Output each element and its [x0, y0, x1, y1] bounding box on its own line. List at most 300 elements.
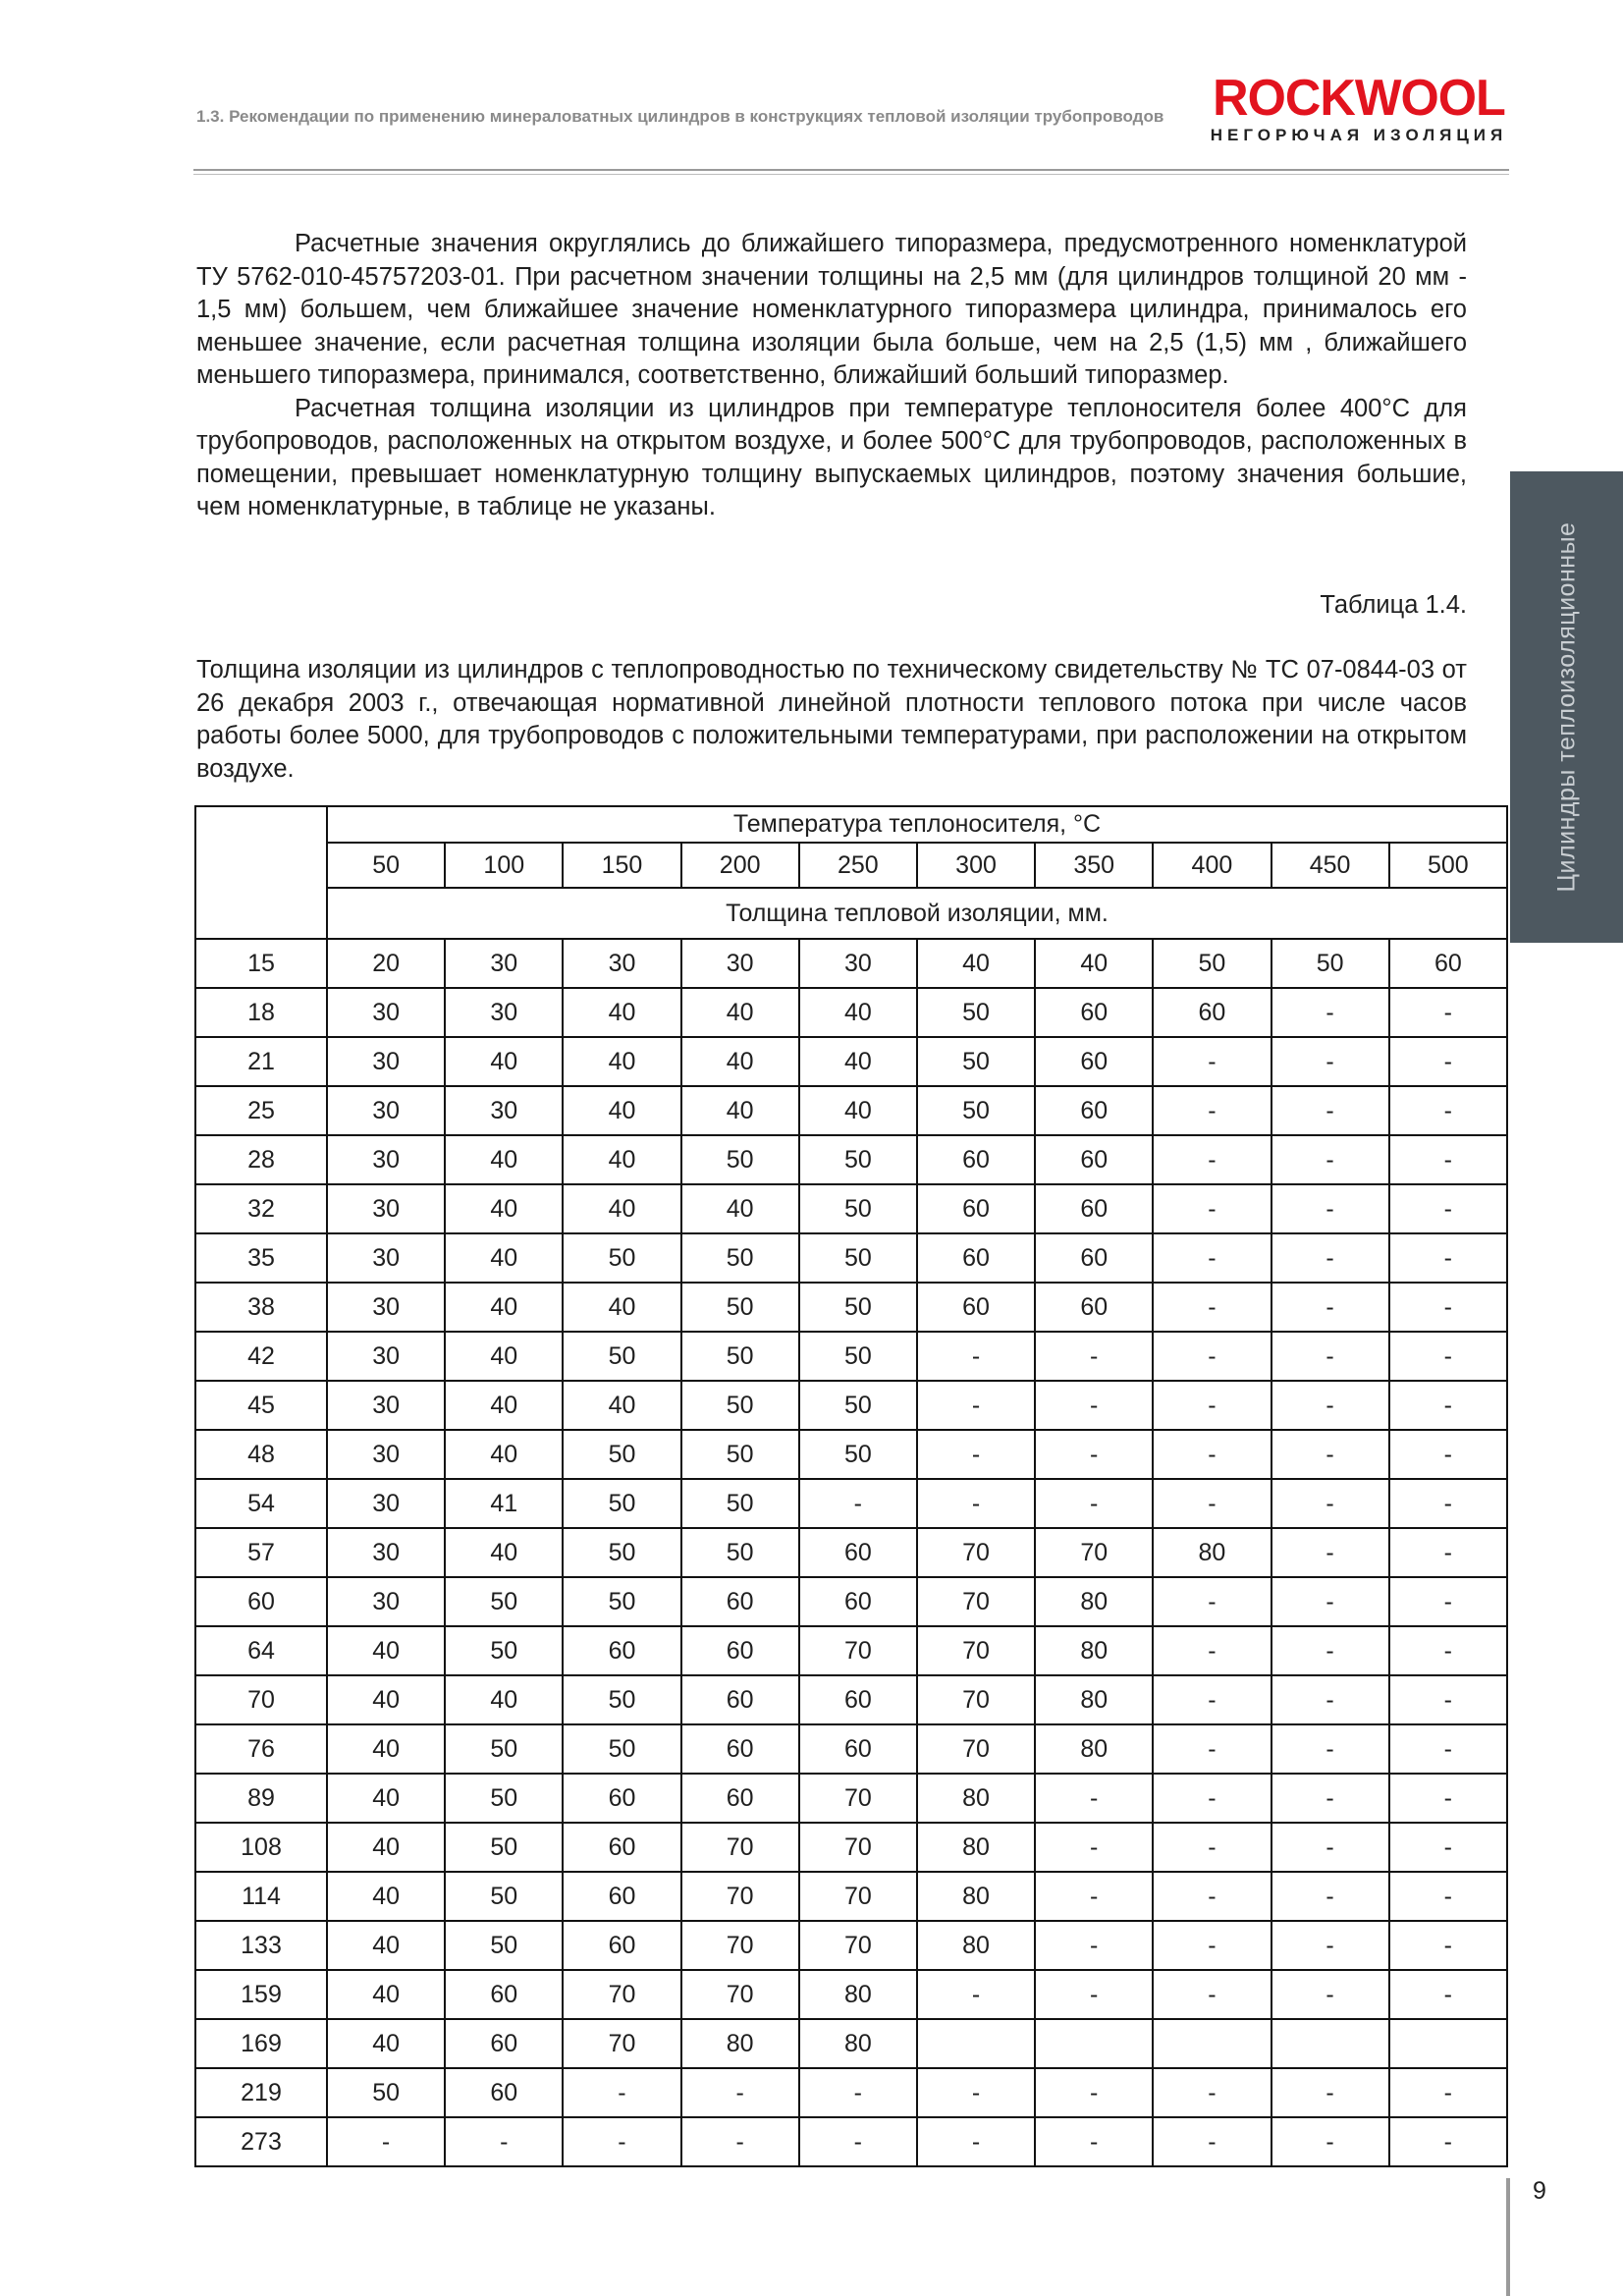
- thickness-cell: -: [1389, 1135, 1507, 1184]
- thickness-cell: -: [1035, 1479, 1153, 1528]
- thickness-cell: -: [1271, 1872, 1389, 1921]
- thickness-cell: -: [1153, 1381, 1271, 1430]
- pipe-diameter-cell: 42: [195, 1332, 327, 1381]
- table-row: [195, 2068, 1507, 2117]
- table-row: [195, 1823, 1507, 1872]
- thickness-cell: 70: [681, 1921, 799, 1970]
- temperature-col-header: 500: [1389, 843, 1507, 888]
- temperature-col-header: 400: [1153, 843, 1271, 888]
- thickness-cell: 60: [1035, 1184, 1153, 1233]
- paragraph-1: Расчетные значения округлялись до ближайшего типоразмера, предусмотренного номенклатурой ТУ 5762-010-45757203-01. При расчетном значении толщины на 2,5 мм (для цилиндров толщиной 20 мм - 1,5 мм) большем, чем ближайшее значение номенклатурного типоразмера цилиндра, принималось его меньшее значение, если расчетная толщина изоляции была больше, чем на 2,5 (1,5) мм , ближайшего меньшего типоразмера, принимался, соответственно, ближайший больший типоразмер.: [196, 230, 1467, 389]
- thickness-cell: 50: [563, 1724, 680, 1774]
- thickness-cell: -: [1271, 1626, 1389, 1675]
- thickness-cell: 40: [327, 1626, 445, 1675]
- thickness-cell: 60: [799, 1528, 917, 1577]
- table-row: [195, 1184, 1507, 1233]
- thickness-cell: 50: [917, 1037, 1035, 1086]
- thickness-cell: 60: [1035, 1037, 1153, 1086]
- thickness-cell: -: [1153, 1774, 1271, 1823]
- thickness-cell: 40: [445, 1135, 563, 1184]
- temperature-col-header: 150: [563, 843, 680, 888]
- table-row: [195, 1774, 1507, 1823]
- thickness-cell: 60: [681, 1774, 799, 1823]
- thickness-cell: 40: [445, 1675, 563, 1724]
- thickness-cell: 40: [327, 1970, 445, 2019]
- thickness-cell: -: [1389, 1479, 1507, 1528]
- pipe-diameter-cell: 219: [195, 2068, 327, 2117]
- thickness-cell: 50: [563, 1233, 680, 1283]
- thickness-cell: -: [1389, 1872, 1507, 1921]
- thickness-cell: 50: [681, 1332, 799, 1381]
- thickness-cell: -: [1153, 1872, 1271, 1921]
- thickness-cell: -: [1389, 1184, 1507, 1233]
- thickness-cell: 50: [563, 1528, 680, 1577]
- pipe-diameter-cell: 15: [195, 939, 327, 988]
- thickness-cell: 50: [681, 1430, 799, 1479]
- thickness-cell: 60: [1035, 1283, 1153, 1332]
- thickness-cell: -: [1389, 1381, 1507, 1430]
- temperature-col-header: 100: [445, 843, 563, 888]
- thickness-cell: 50: [681, 1283, 799, 1332]
- thickness-cell: -: [1153, 1479, 1271, 1528]
- thickness-cell: -: [1271, 2117, 1389, 2166]
- thickness-cell: 30: [327, 1381, 445, 1430]
- thickness-cell: -: [1389, 1774, 1507, 1823]
- thickness-cell: 60: [445, 2019, 563, 2068]
- thickness-cell: -: [327, 2117, 445, 2166]
- table-row: [195, 1233, 1507, 1283]
- paragraph-2: Расчетная толщина изоляции из цилиндров при температуре теплоносителя более 400°С для трубопроводов, расположенных на открытом воздухе, и более 500°С для трубопроводов, расположенных в помещении, превышает номенклатурную толщину выпускаемых цилиндров, поэтому значения большие, чем номенклатурные, в таблице не указаны.: [196, 394, 1467, 520]
- thickness-cell: -: [1035, 1823, 1153, 1872]
- thickness-cell: -: [1389, 1921, 1507, 1970]
- thickness-cell: 40: [327, 1921, 445, 1970]
- thickness-cell: -: [1389, 2117, 1507, 2166]
- thickness-cell: 40: [445, 1037, 563, 1086]
- table-row: [195, 2019, 1507, 2068]
- thickness-header: Толщина тепловой изоляции, мм.: [327, 888, 1507, 939]
- thickness-table: [194, 805, 1508, 2167]
- thickness-cell: 40: [327, 1724, 445, 1774]
- page-number: 9: [1533, 2177, 1546, 2205]
- pipe-diameter-cell: 76: [195, 1724, 327, 1774]
- thickness-cell: 50: [799, 1135, 917, 1184]
- table-number: Таблица 1.4.: [1320, 591, 1467, 619]
- thickness-cell: 60: [681, 1724, 799, 1774]
- table-row: [195, 1381, 1507, 1430]
- thickness-cell: -: [1153, 1430, 1271, 1479]
- thickness-cell: -: [1153, 1577, 1271, 1626]
- side-tab-label: Цилиндры теплоизоляционные: [1552, 521, 1580, 893]
- thickness-cell: -: [1271, 1675, 1389, 1724]
- thickness-cell: 70: [917, 1577, 1035, 1626]
- thickness-cell: 40: [681, 1184, 799, 1233]
- thickness-cell: -: [1153, 1921, 1271, 1970]
- thickness-cell: -: [1035, 2068, 1153, 2117]
- table-row: [195, 1675, 1507, 1724]
- thickness-cell: 80: [917, 1774, 1035, 1823]
- thickness-cell: 50: [445, 1577, 563, 1626]
- thickness-cell: 40: [445, 1283, 563, 1332]
- thickness-cell: -: [917, 1332, 1035, 1381]
- thickness-cell: -: [1271, 1823, 1389, 1872]
- pipe-diameter-cell: 89: [195, 1774, 327, 1823]
- thickness-cell: -: [1271, 1724, 1389, 1774]
- thickness-cell: -: [1153, 1233, 1271, 1283]
- thickness-cell: 50: [681, 1479, 799, 1528]
- thickness-cell: -: [1389, 1233, 1507, 1283]
- thickness-cell: -: [1271, 1528, 1389, 1577]
- thickness-cell: -: [1035, 1872, 1153, 1921]
- pipe-diameter-cell: 169: [195, 2019, 327, 2068]
- table-row: [195, 1430, 1507, 1479]
- thickness-cell: 60: [917, 1283, 1035, 1332]
- pipe-diameter-cell: 35: [195, 1233, 327, 1283]
- thickness-cell: 40: [563, 988, 680, 1037]
- logo-tagline: НЕГОРЮЧАЯ ИЗОЛЯЦИЯ: [1210, 126, 1508, 144]
- pipe-diameter-cell: 114: [195, 1872, 327, 1921]
- thickness-cell: 60: [563, 1774, 680, 1823]
- temperature-col-header: 350: [1035, 843, 1153, 888]
- pipe-diameter-cell: 60: [195, 1577, 327, 1626]
- thickness-cell: 50: [1271, 939, 1389, 988]
- thickness-cell: 50: [681, 1135, 799, 1184]
- thickness-cell: -: [1389, 1577, 1507, 1626]
- thickness-cell: 70: [799, 1872, 917, 1921]
- thickness-cell: 40: [445, 1528, 563, 1577]
- pipe-diameter-cell: 70: [195, 1675, 327, 1724]
- thickness-cell: 60: [445, 2068, 563, 2117]
- thickness-cell: 50: [445, 1921, 563, 1970]
- thickness-cell: 40: [681, 1086, 799, 1135]
- thickness-cell: 50: [799, 1184, 917, 1233]
- thickness-cell: 70: [917, 1724, 1035, 1774]
- thickness-cell: 40: [799, 1086, 917, 1135]
- thickness-cell: -: [563, 2068, 680, 2117]
- thickness-cell: -: [1271, 1577, 1389, 1626]
- thickness-cell: 40: [799, 1037, 917, 1086]
- thickness-cell: 60: [1389, 939, 1507, 988]
- thickness-cell: 30: [563, 939, 680, 988]
- thickness-cell: 40: [799, 988, 917, 1037]
- thickness-cell: 60: [917, 1233, 1035, 1283]
- thickness-cell: -: [1389, 1283, 1507, 1332]
- thickness-cell: 30: [445, 939, 563, 988]
- thickness-cell: 50: [563, 1577, 680, 1626]
- corner-cell: [195, 806, 327, 939]
- page-number-bar: [1506, 2178, 1510, 2296]
- thickness-cell: 70: [799, 1921, 917, 1970]
- thickness-cell: 50: [799, 1430, 917, 1479]
- header-rule-thin: [193, 174, 1509, 175]
- thickness-cell: -: [1271, 1135, 1389, 1184]
- thickness-cell: -: [1271, 1479, 1389, 1528]
- thickness-cell: 30: [445, 988, 563, 1037]
- table-row: [195, 1086, 1507, 1135]
- thickness-cell: 60: [1035, 1086, 1153, 1135]
- thickness-cell: -: [1389, 1823, 1507, 1872]
- thickness-cell: 20: [327, 939, 445, 988]
- thickness-cell: 60: [799, 1675, 917, 1724]
- table-row: [195, 1037, 1507, 1086]
- temperature-col-header: 50: [327, 843, 445, 888]
- thickness-cell: -: [1271, 1332, 1389, 1381]
- thickness-cell: 70: [799, 1823, 917, 1872]
- thickness-cell: -: [917, 1479, 1035, 1528]
- running-header: 1.3. Рекомендации по применению минераловатных цилиндров в конструкциях тепловой изоляции трубопроводов: [196, 107, 1164, 126]
- thickness-cell: -: [1389, 1086, 1507, 1135]
- pipe-diameter-cell: 133: [195, 1921, 327, 1970]
- thickness-cell: 80: [917, 1921, 1035, 1970]
- thickness-cell: -: [917, 1381, 1035, 1430]
- thickness-cell: -: [1271, 1774, 1389, 1823]
- thickness-cell: 60: [1035, 1233, 1153, 1283]
- pipe-diameter-cell: 45: [195, 1381, 327, 1430]
- thickness-cell: -: [1271, 1283, 1389, 1332]
- pipe-diameter-cell: 108: [195, 1823, 327, 1872]
- pipe-diameter-cell: 48: [195, 1430, 327, 1479]
- thickness-cell: 50: [445, 1774, 563, 1823]
- thickness-cell: -: [1271, 1086, 1389, 1135]
- thickness-cell: -: [1153, 1823, 1271, 1872]
- thickness-cell: 30: [327, 988, 445, 1037]
- thickness-cell: -: [1153, 1037, 1271, 1086]
- thickness-cell: 50: [445, 1823, 563, 1872]
- thickness-cell: 60: [563, 1823, 680, 1872]
- rockwool-logo: [1206, 70, 1512, 145]
- thickness-cell: 30: [327, 1577, 445, 1626]
- thickness-cell: 70: [917, 1675, 1035, 1724]
- thickness-cell: -: [1271, 988, 1389, 1037]
- thickness-cell: -: [1153, 2068, 1271, 2117]
- thickness-cell: -: [1035, 1430, 1153, 1479]
- pipe-diameter-cell: 64: [195, 1626, 327, 1675]
- thickness-cell: -: [1389, 1970, 1507, 2019]
- thickness-cell: 60: [917, 1135, 1035, 1184]
- thickness-cell: 30: [681, 939, 799, 988]
- thickness-cell: [917, 2019, 1035, 2068]
- thickness-cell: -: [1271, 1921, 1389, 1970]
- header-rule: [193, 169, 1509, 171]
- thickness-cell: -: [1271, 1233, 1389, 1283]
- thickness-cell: -: [1271, 1037, 1389, 1086]
- thickness-cell: -: [1153, 1283, 1271, 1332]
- thickness-cell: 30: [327, 1332, 445, 1381]
- thickness-cell: 30: [327, 1283, 445, 1332]
- thickness-cell: 70: [917, 1626, 1035, 1675]
- thickness-cell: 40: [1035, 939, 1153, 988]
- thickness-cell: 70: [799, 1774, 917, 1823]
- thickness-cell: 80: [917, 1823, 1035, 1872]
- table-row: [195, 1283, 1507, 1332]
- thickness-cell: -: [1389, 1528, 1507, 1577]
- thickness-cell: 80: [1035, 1577, 1153, 1626]
- thickness-cell: 30: [327, 1184, 445, 1233]
- thickness-cell: -: [1153, 1675, 1271, 1724]
- thickness-cell: -: [1271, 1381, 1389, 1430]
- table-row: [195, 1332, 1507, 1381]
- thickness-cell: 40: [445, 1184, 563, 1233]
- table-row: [195, 1724, 1507, 1774]
- table-row: [195, 939, 1507, 988]
- thickness-cell: 50: [681, 1233, 799, 1283]
- thickness-cell: 40: [681, 1037, 799, 1086]
- thickness-cell: 30: [799, 939, 917, 988]
- thickness-cell: 30: [327, 1430, 445, 1479]
- temperature-header: Температура теплоносителя, °С: [327, 806, 1507, 843]
- thickness-cell: -: [917, 2068, 1035, 2117]
- thickness-cell: 60: [917, 1184, 1035, 1233]
- thickness-cell: 40: [327, 1675, 445, 1724]
- thickness-cell: 80: [681, 2019, 799, 2068]
- thickness-cell: 50: [1153, 939, 1271, 988]
- table-row: [195, 1479, 1507, 1528]
- temperature-col-header: 200: [681, 843, 799, 888]
- thickness-cell: 40: [563, 1135, 680, 1184]
- pipe-diameter-cell: 273: [195, 2117, 327, 2166]
- thickness-cell: 40: [445, 1332, 563, 1381]
- thickness-cell: 60: [681, 1675, 799, 1724]
- thickness-cell: -: [1153, 1332, 1271, 1381]
- thickness-cell: [1389, 2019, 1507, 2068]
- logo-wordmark: ROCKWOOL: [1213, 70, 1505, 127]
- thickness-cell: -: [1035, 1970, 1153, 2019]
- thickness-cell: 60: [1035, 1135, 1153, 1184]
- thickness-cell: -: [1389, 1724, 1507, 1774]
- pipe-diameter-cell: 28: [195, 1135, 327, 1184]
- temperature-col-header: 300: [917, 843, 1035, 888]
- thickness-cell: 60: [563, 1626, 680, 1675]
- pipe-diameter-cell: 21: [195, 1037, 327, 1086]
- thickness-cell: -: [1389, 1430, 1507, 1479]
- thickness-cell: 50: [563, 1332, 680, 1381]
- thickness-cell: 80: [1035, 1724, 1153, 1774]
- thickness-cell: 80: [1153, 1528, 1271, 1577]
- thickness-cell: 40: [917, 939, 1035, 988]
- thickness-cell: 60: [799, 1724, 917, 1774]
- pipe-diameter-cell: 32: [195, 1184, 327, 1233]
- thickness-cell: -: [1389, 1037, 1507, 1086]
- thickness-cell: -: [1153, 1086, 1271, 1135]
- thickness-cell: -: [1153, 1970, 1271, 2019]
- table-row: [195, 1528, 1507, 1577]
- thickness-cell: 60: [445, 1970, 563, 2019]
- thickness-cell: 60: [681, 1577, 799, 1626]
- pipe-diameter-cell: 18: [195, 988, 327, 1037]
- thickness-cell: 60: [563, 1872, 680, 1921]
- thickness-cell: 40: [681, 988, 799, 1037]
- thickness-cell: 60: [1035, 988, 1153, 1037]
- thickness-cell: 50: [799, 1332, 917, 1381]
- thickness-cell: 60: [563, 1921, 680, 1970]
- thickness-cell: 70: [917, 1528, 1035, 1577]
- thickness-cell: 30: [327, 1479, 445, 1528]
- thickness-cell: 80: [799, 1970, 917, 2019]
- thickness-cell: 40: [445, 1430, 563, 1479]
- thickness-cell: 70: [681, 1823, 799, 1872]
- thickness-cell: -: [1035, 1332, 1153, 1381]
- thickness-cell: 40: [563, 1184, 680, 1233]
- pipe-diameter-cell: 38: [195, 1283, 327, 1332]
- table-row: [195, 1626, 1507, 1675]
- thickness-cell: 40: [563, 1037, 680, 1086]
- thickness-cell: 50: [563, 1430, 680, 1479]
- thickness-cell: -: [917, 1430, 1035, 1479]
- thickness-cell: 40: [563, 1283, 680, 1332]
- thickness-cell: [1153, 2019, 1271, 2068]
- thickness-cell: -: [1153, 2117, 1271, 2166]
- thickness-cell: -: [799, 2117, 917, 2166]
- thickness-cell: 30: [327, 1086, 445, 1135]
- table-row: [195, 2117, 1507, 2166]
- thickness-cell: -: [799, 2068, 917, 2117]
- thickness-cell: 60: [681, 1626, 799, 1675]
- thickness-cell: -: [1153, 1626, 1271, 1675]
- table-row: [195, 1921, 1507, 1970]
- thickness-cell: -: [1271, 1184, 1389, 1233]
- thickness-cell: 30: [327, 1528, 445, 1577]
- thickness-cell: -: [1035, 1774, 1153, 1823]
- thickness-cell: 30: [327, 1135, 445, 1184]
- thickness-cell: -: [1389, 2068, 1507, 2117]
- thickness-cell: -: [1035, 1921, 1153, 1970]
- thickness-cell: -: [1271, 1970, 1389, 2019]
- thickness-cell: -: [681, 2068, 799, 2117]
- table-row: [195, 1970, 1507, 2019]
- thickness-cell: 50: [917, 1086, 1035, 1135]
- thickness-cell: 70: [799, 1626, 917, 1675]
- thickness-cell: 40: [327, 2019, 445, 2068]
- thickness-cell: 40: [327, 1774, 445, 1823]
- thickness-cell: 80: [799, 2019, 917, 2068]
- table-caption: Толщина изоляции из цилиндров с теплопроводностью по техническому свидетельству № ТС 07-0844-03 от 26 декабря 2003 г., отвечающая нормативной линейной плотности теплового потока при числе часов работы более 5000, для трубопроводов с положительными температурами, при расположении на открытом воздухе.: [196, 656, 1467, 783]
- table-row: [195, 1577, 1507, 1626]
- temperature-col-header: 450: [1271, 843, 1389, 888]
- thickness-cell: -: [681, 2117, 799, 2166]
- thickness-cell: 70: [563, 1970, 680, 2019]
- thickness-cell: 30: [445, 1086, 563, 1135]
- table-row: [195, 1135, 1507, 1184]
- thickness-cell: 50: [327, 2068, 445, 2117]
- thickness-cell: 70: [563, 2019, 680, 2068]
- thickness-cell: -: [1389, 988, 1507, 1037]
- thickness-cell: 50: [681, 1381, 799, 1430]
- thickness-cell: 80: [1035, 1626, 1153, 1675]
- thickness-cell: 70: [681, 1970, 799, 2019]
- thickness-cell: 50: [799, 1283, 917, 1332]
- table-row: [195, 1872, 1507, 1921]
- thickness-cell: 40: [563, 1086, 680, 1135]
- section-side-tab: [1510, 471, 1623, 943]
- thickness-cell: -: [1035, 1381, 1153, 1430]
- thickness-cell: 50: [563, 1675, 680, 1724]
- thickness-cell: 50: [445, 1724, 563, 1774]
- temperature-col-header: 250: [799, 843, 917, 888]
- thickness-cell: 50: [445, 1872, 563, 1921]
- thickness-cell: -: [1153, 1135, 1271, 1184]
- thickness-cell: 40: [445, 1233, 563, 1283]
- thickness-cell: 50: [799, 1381, 917, 1430]
- thickness-cell: 40: [445, 1381, 563, 1430]
- pipe-diameter-cell: 57: [195, 1528, 327, 1577]
- thickness-cell: [1035, 2019, 1153, 2068]
- thickness-cell: -: [1389, 1626, 1507, 1675]
- thickness-cell: 50: [445, 1626, 563, 1675]
- pipe-diameter-cell: 159: [195, 1970, 327, 2019]
- thickness-cell: 41: [445, 1479, 563, 1528]
- thickness-cell: 60: [1153, 988, 1271, 1037]
- thickness-cell: 80: [917, 1872, 1035, 1921]
- thickness-cell: 40: [327, 1872, 445, 1921]
